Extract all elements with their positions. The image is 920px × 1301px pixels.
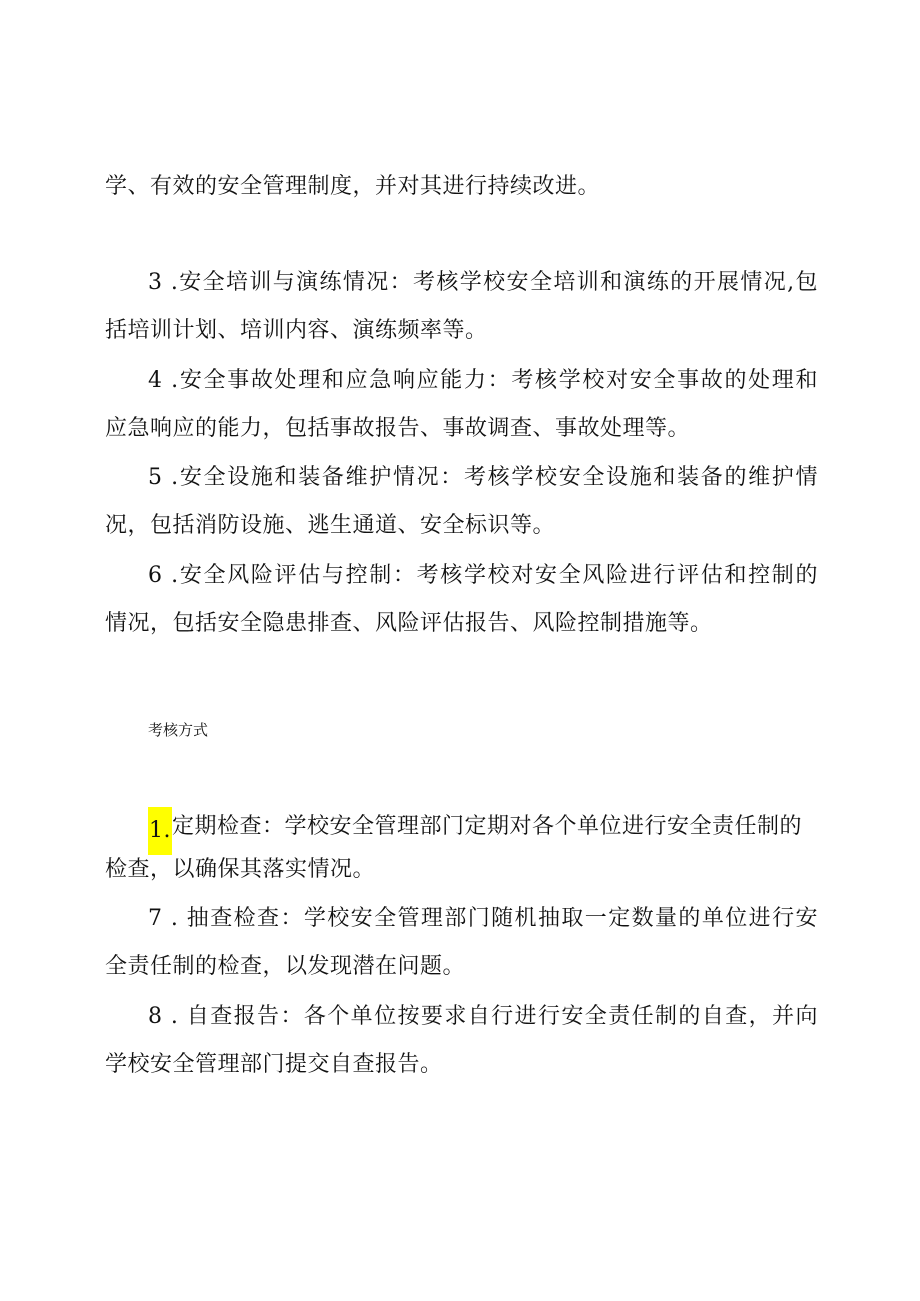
method-7-line-2: 全责任制的检查，以发现潜在问题。 xyxy=(105,954,466,979)
method-7-line-1: 7 . 抽查检查：学校安全管理部门随机抽取一定数量的单位进行安 xyxy=(148,906,818,931)
item-4-line-2: 应急响应的能力，包括事故报告、事故调查、事故处理等。 xyxy=(105,416,691,441)
item-6-line-2: 情况，包括安全隐患排查、风险评估报告、风险控制措施等。 xyxy=(105,611,713,636)
item-5-line-2: 况，包括消防设施、逃生通道、安全标识等。 xyxy=(105,513,556,538)
section-heading: 考核方式 xyxy=(148,721,209,739)
item-3-line-1: 3 .安全培训与演练情况：考核学校安全培训和演练的开展情况,包 xyxy=(148,270,818,295)
item-6-line-1: 6 .安全风险评估与控制：考核学校对安全风险进行评估和控制的 xyxy=(148,563,818,588)
paragraph-continuation: 学、有效的安全管理制度，并对其进行持续改进。 xyxy=(105,174,601,199)
method-1-text: 定期检查：学校安全管理部门定期对各个单位进行安全责任制的 xyxy=(172,814,803,839)
method-8-line-2: 学校安全管理部门提交自查报告。 xyxy=(105,1052,443,1077)
item-3-line-2: 括培训计划、培训内容、演练频率等。 xyxy=(105,318,488,343)
method-8-line-1: 8 . 自查报告：各个单位按要求自行进行安全责任制的自查，并向 xyxy=(148,1004,818,1029)
item-5-line-1: 5 .安全设施和装备维护情况：考核学校安全设施和装备的维护情 xyxy=(148,465,818,490)
item-4-line-1: 4 .安全事故处理和应急响应能力：考核学校对安全事故的处理和 xyxy=(148,368,818,393)
method-1-line-2: 检查，以确保其落实情况。 xyxy=(105,857,376,882)
highlighted-marker: 1. xyxy=(148,807,172,855)
method-1-line-1 xyxy=(148,807,802,855)
